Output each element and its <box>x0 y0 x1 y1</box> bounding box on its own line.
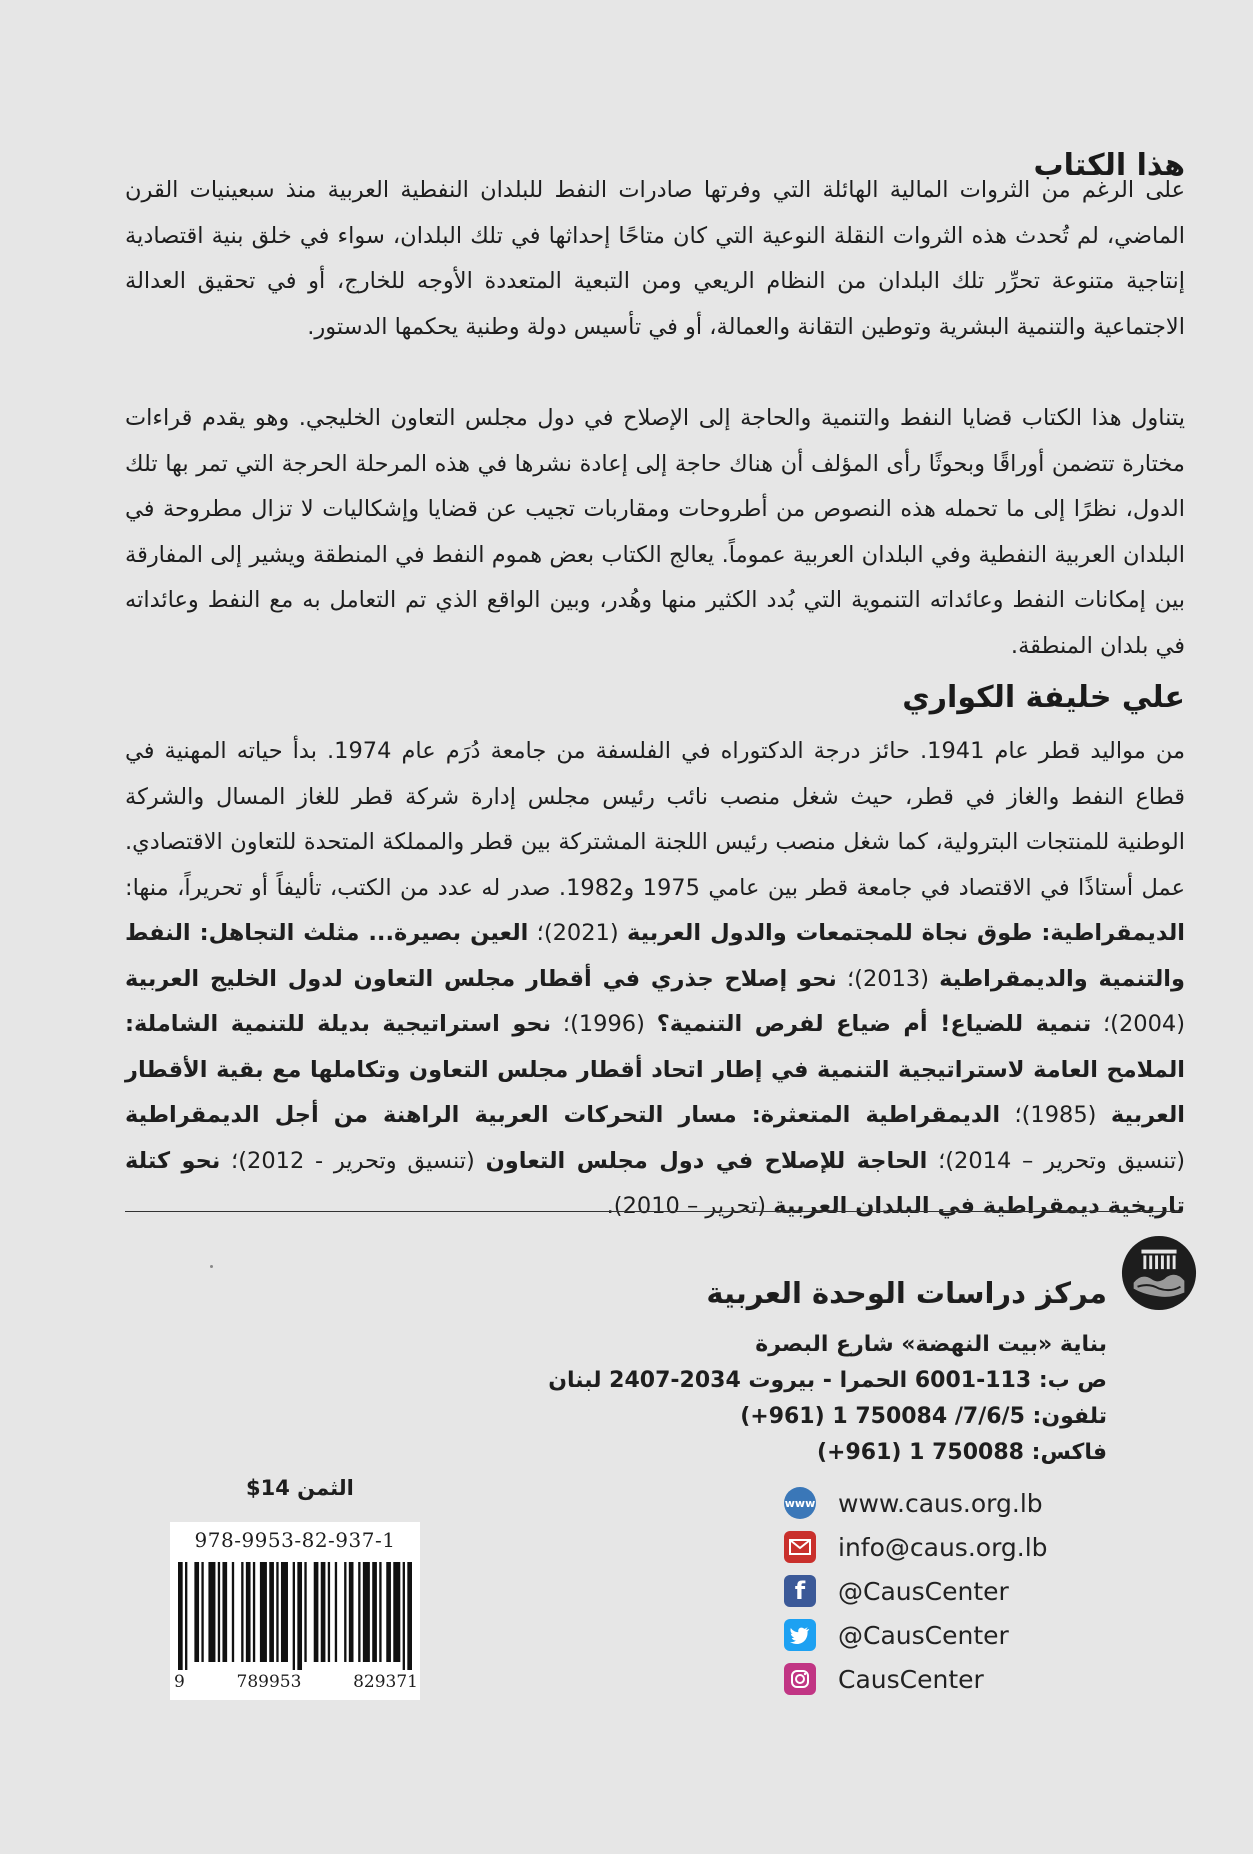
price-label: الثمن 14$ <box>246 1476 354 1500</box>
author-bio <box>125 729 1185 1230</box>
work-title: العين بصيرة... مثلث التجاهل: النفط والتنمية والديمقراطية <box>125 920 1185 992</box>
about-heading: هذا الكتاب <box>1033 148 1185 183</box>
isbn-digit-first: 9 <box>174 1672 185 1692</box>
instagram-icon <box>784 1663 816 1695</box>
barcode-bar <box>293 1562 295 1670</box>
barcode-bar <box>379 1562 381 1662</box>
author-heading: علي خليفة الكواري <box>902 680 1185 715</box>
speck <box>210 1265 213 1268</box>
publisher-logo-icon <box>1120 1234 1198 1312</box>
work-title: نحو كتلة تاريخية ديمقراطية في البلدان العربية <box>125 1147 1185 1219</box>
barcode-bar <box>335 1562 337 1662</box>
work-note: (1985)؛ <box>1000 1102 1111 1128</box>
contact-email[interactable] <box>784 1530 1048 1564</box>
barcode-bar <box>194 1562 199 1662</box>
barcode-bar <box>260 1562 267 1662</box>
mail-icon <box>784 1531 816 1563</box>
barcode-bar <box>407 1562 412 1670</box>
contact-twitter[interactable] <box>784 1618 1009 1652</box>
barcode-bar <box>321 1562 326 1662</box>
work-note: (1996)؛ <box>551 1011 657 1037</box>
work-title: الديمقراطية: طوق نجاة للمجتمعات والدول العربية <box>626 920 1186 946</box>
barcode-bar <box>241 1562 243 1662</box>
barcode-bar <box>222 1562 227 1662</box>
publisher-phone: تلفون: 7/6/5/ 750084 1 (961+) <box>740 1404 1107 1429</box>
contact-email-label: info@caus.org.lb <box>838 1532 1048 1562</box>
barcode-bar <box>328 1562 330 1662</box>
barcode-bar <box>253 1562 255 1662</box>
publisher-fax: فاكس: 750088 1 (961+) <box>816 1440 1107 1465</box>
isbn-digit-group-2: 829371 <box>353 1672 418 1692</box>
barcode-bar <box>314 1562 319 1662</box>
about-paragraph-2: يتناول هذا الكتاب قضايا النفط والتنمية والحاجة إلى الإصلاح في دول مجلس التعاون الخليجي. وهو يقدم قراءات مختارة تتضمن أوراقًا وبحوثًا رأى المؤلف أن هناك حاجة إلى إعادة نشرها في هذه المرحلة الحرجة التي تمر بها تلك الدول، نظرًا إلى ما تحمله هذه النصوص من أطروحات ومقاربات تجيب عن قضايا وإشكاليات لا تزال مطروحة في البلدان العربية النفطية وفي البلدان العربية عموماً. يعالج الكتاب بعض هموم النفط في المنطقة ويشير إلى المفارقة بين إمكانات النفط وعائداته التنموية التي بُدد الكثير منها وهُدر، وبين الواقع الذي تم التعامل به مع النفط وعائداته في بلدان المنطقة. <box>125 405 1185 659</box>
globe-icon: www <box>784 1487 816 1519</box>
contact-instagram[interactable] <box>784 1662 984 1696</box>
barcode-bar <box>372 1562 377 1662</box>
isbn-barcode-block <box>170 1522 420 1700</box>
barcode-bar <box>232 1562 234 1662</box>
barcode-bar <box>185 1562 187 1670</box>
contact-instagram-label: CausCenter <box>838 1664 984 1694</box>
barcode-bar <box>363 1562 370 1662</box>
divider-line <box>125 1211 1182 1212</box>
isbn-digits <box>174 1672 418 1692</box>
barcode-bar <box>218 1562 220 1662</box>
barcode-bar <box>349 1562 354 1662</box>
barcode-bar <box>269 1562 274 1662</box>
facebook-icon: f <box>784 1575 816 1607</box>
work-note: (2013)؛ <box>836 965 940 992</box>
work-title: نحو استراتيجية بديلة للتنمية الشاملة: الملامح العامة لاستراتيجية التنمية في إطار اتحاد أقطار مجلس التعاون وتكاملها مع بقية الأقطار العربية <box>125 1011 1185 1128</box>
barcode-bar <box>178 1562 183 1670</box>
about-paragraph-1: على الرغم من الثروات المالية الهائلة التي وفرتها صادرات النفط للبلدان النفطية العربية منذ سبعينيات القرن الماضي، لم تُحدث هذه الثروات النقلة النوعية التي كان متاحًا إحداثها في تلك البلدان، سواء في خلق بنية اقتصادية إنتاجية متنوعة تحرِّر تلك البلدان من النظام الريعي ومن التبعية المتعددة الأوجه للخارج، أو في تحقيق العدالة الاجتماعية والتنمية البشرية وتوطين التقانة والعمالة، أو في تأسيس دولة وطنية يحكمها الدستور. <box>125 177 1185 340</box>
barcode-bar <box>208 1562 215 1662</box>
work-title: نحو إصلاح جذري في أقطار مجلس التعاون لدول الخليج العربية <box>125 965 837 992</box>
barcode-bar <box>276 1562 278 1662</box>
work-note: (تحرير – 2010). <box>606 1193 774 1219</box>
publisher-building: بناية «بيت النهضة» شارع البصرة <box>755 1332 1107 1357</box>
barcode-bar <box>403 1562 405 1670</box>
work-note: (تنسيق وتحرير – 2014)؛ <box>927 1147 1186 1174</box>
barcode-bar <box>386 1562 391 1662</box>
publisher-name: مركز دراسات الوحدة العربية <box>706 1276 1107 1310</box>
work-title: الديمقراطية المتعثرة: مسار التحركات العربية الراهنة من أجل الديمقراطية <box>125 1102 1001 1128</box>
contact-twitter-label: @CausCenter <box>838 1620 1009 1650</box>
isbn-number: 978-9953-82-937-1 <box>194 1528 396 1552</box>
isbn-digit-group-1: 789953 <box>236 1672 302 1692</box>
publisher-pobox: ص ب: 113-6001 الحمرا - بيروت 2034-2407 لبنان <box>548 1368 1107 1393</box>
twitter-icon <box>784 1619 816 1651</box>
work-title: تنمية للضياع! أم ضياع لفرص التنمية؟ <box>656 1011 1092 1037</box>
barcode-bar <box>344 1562 346 1662</box>
author-bio-text: من مواليد قطر عام 1941. حائز درجة الدكتوراه في الفلسفة من جامعة دُرَم عام 1974. بدأ حياته المهنية في قطاع النفط والغاز في قطر، حيث شغل منصب نائب رئيس مجلس إدارة شركة قطر للغاز المسال والشركة الوطنية للمنتجات البترولية، كما شغل منصب رئيس اللجنة المشتركة بين قطر والمملكة المتحدة للتعاون الاقتصادي. عمل أستاذًا في الاقتصاد في جامعة قطر بين عامي 1975 و1982. صدر له عدد من الكتب، تأليفاً أو تحريراً، منها: <box>125 738 1186 901</box>
contact-facebook[interactable] <box>784 1574 1009 1608</box>
barcode-bar <box>281 1562 288 1662</box>
work-note: (تنسيق وتحرير - 2012)؛ <box>220 1147 486 1174</box>
barcode-bar <box>297 1562 302 1670</box>
work-title: الحاجة للإصلاح في دول مجلس التعاون <box>485 1147 928 1174</box>
barcode-bar <box>393 1562 400 1662</box>
contact-facebook-label: @CausCenter <box>838 1576 1009 1606</box>
barcode-bar <box>358 1562 360 1662</box>
contact-website[interactable] <box>784 1486 1043 1520</box>
barcode-bar <box>246 1562 251 1662</box>
work-note: (2021)؛ <box>528 920 627 946</box>
barcode-bar <box>304 1562 306 1662</box>
barcode-icon <box>178 1562 412 1670</box>
contact-website-label: www.caus.org.lb <box>838 1488 1043 1518</box>
work-note: (2004)؛ <box>1091 1011 1185 1037</box>
barcode-bar <box>201 1562 203 1662</box>
